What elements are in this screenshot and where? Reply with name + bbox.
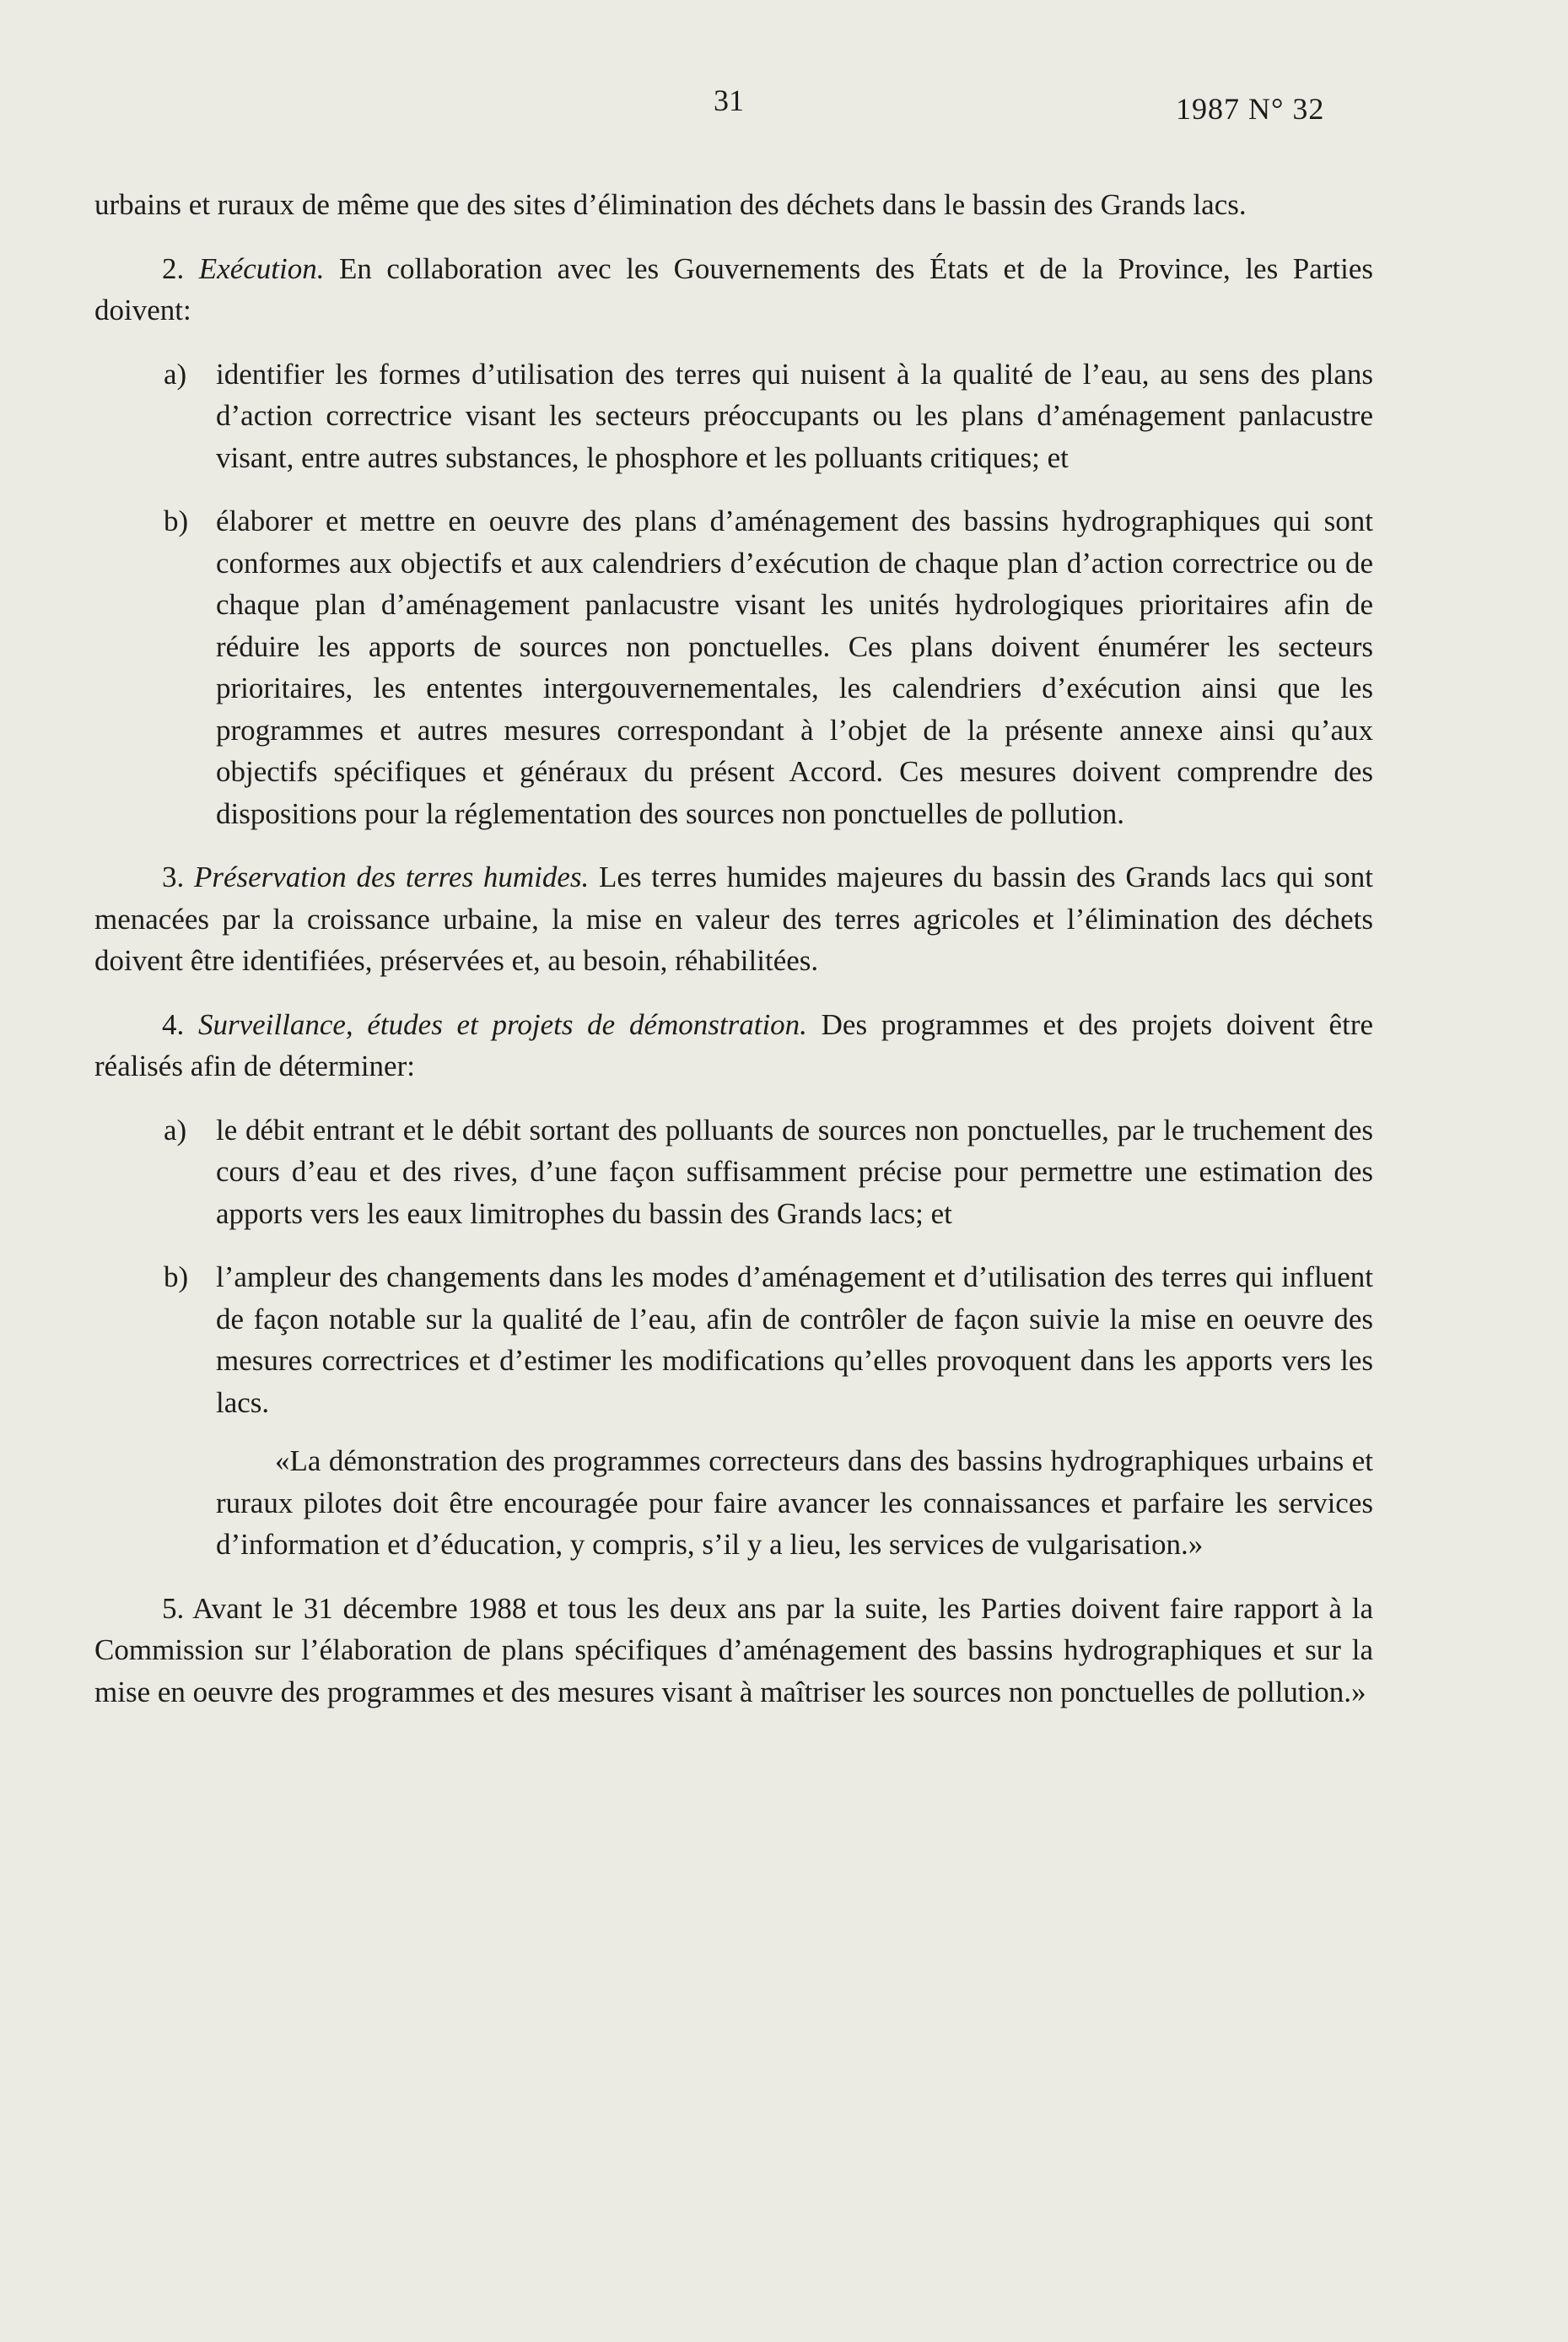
item-marker: a) — [164, 1113, 187, 1147]
item-text: le débit entrant et le débit sortant des polluants de sources non ponctuelles, par le truchement des cours d’eau et des rives, d’une façon suffisamment précise pour permettre une estimation des apports vers les eaux limitrophes du bassin des Grands lacs; et — [216, 1113, 1373, 1230]
document-reference: 1987 N° 32 — [1176, 92, 1325, 126]
section-4-quote — [94, 1440, 1373, 1566]
item-text: l’ampleur des changements dans les modes d’aménagement et d’utilisation des terres qui influent de façon notable sur la qualité de l’eau, afin de contrôler de façon suivie la mise en oeuvre des mesures correctrices et d’estimer les modifications qu’elles provoquent dans les apports vers les lacs. — [216, 1260, 1373, 1419]
section-5-text: Avant le 31 décembre 1988 et tous les deux ans par la suite, les Parties doivent faire rapport à la Commission sur l’élaboration de plans spécifiques d’aménagement des bassins hydrographiques et sur la mise en oeuvre des programmes et des mesures visant à maîtriser les sources non ponctuelles de pollution.» — [94, 1591, 1373, 1708]
section-3-paragraph — [94, 856, 1373, 982]
section-2-text: En collaboration avec les Gouvernements des États et de la Province, les Parties doivent: — [94, 251, 1373, 326]
item-text: identifier les formes d’utilisation des terres qui nuisent à la qualité de l’eau, au sens des plans d’action correctrice visant les secteurs préoccupants ou les plans d’aménagement panlacustre visant, entre autres substances, le phosphore et les polluants critiques; et — [216, 357, 1373, 474]
item-marker: a) — [164, 357, 187, 391]
section-3-title: Préservation des terres humides. — [193, 861, 590, 893]
section-2-item-b — [94, 500, 1373, 834]
item-marker: b) — [164, 1260, 189, 1293]
section-4-paragraph — [94, 1004, 1373, 1087]
section-3-number: 3. — [162, 861, 185, 893]
section-5-paragraph — [94, 1588, 1373, 1713]
section-2-number: 2. — [162, 251, 185, 285]
intro-paragraph: urbains et ruraux de même que des sites d’élimination des déchets dans le bassin des Grands lacs. — [94, 188, 1247, 221]
section-5-number: 5. — [162, 1591, 185, 1625]
page-number: 31 — [714, 84, 744, 117]
item-marker: b) — [164, 505, 189, 537]
section-4-number: 4. — [162, 1007, 185, 1041]
quote-text: «La démonstration des programmes correcteurs dans des bassins hydrographiques urbains et ruraux pilotes doit être encouragée pour faire avancer les connaissances et parfaire les services d’information et d’éducation, y compris, s’il y a lieu, les services de vulgarisation.» — [216, 1444, 1373, 1561]
document-body — [94, 184, 1373, 1735]
section-3-text: Les terres humides majeures du bassin des Grands lacs qui sont menacées par la croissance urbaine, la mise en valeur des terres agricoles et l’élimination des déchets doivent être identifiées, préservées et, au besoin, réhabilitées. — [94, 861, 1374, 977]
item-text: élaborer et mettre en oeuvre des plans d’aménagement des bassins hydrographiques qui sont conformes aux objectifs et aux calendriers d’exécution de chaque plan d’action correctrice ou de chaque plan d’aménagement panlacustre visant les unités hydrologiques prioritaires afin de réduire les apports de sources non ponctuelles. Ces plans doivent énumérer les secteurs prioritaires, les ententes intergouvernementales, les calendriers d’exécution ainsi que les programmes et autres mesures correspondant à l’objet de la présente annexe ainsi qu’aux objectifs spécifiques et généraux du présent Accord. Ces mesures doivent comprendre des dispositions pour la réglementation des sources non ponctuelles de pollution. — [216, 505, 1373, 830]
section-2-paragraph — [94, 248, 1373, 332]
section-4-item-b — [94, 1256, 1373, 1423]
section-2-item-a — [94, 353, 1373, 479]
section-2-title: Exécution. — [198, 251, 325, 285]
section-4-item-a — [94, 1109, 1373, 1235]
section-4-title: Surveillance, études et projets de démonstration. — [197, 1007, 807, 1041]
section-4-text: Des programmes et des projets doivent être réalisés afin de déterminer: — [94, 1007, 1374, 1082]
